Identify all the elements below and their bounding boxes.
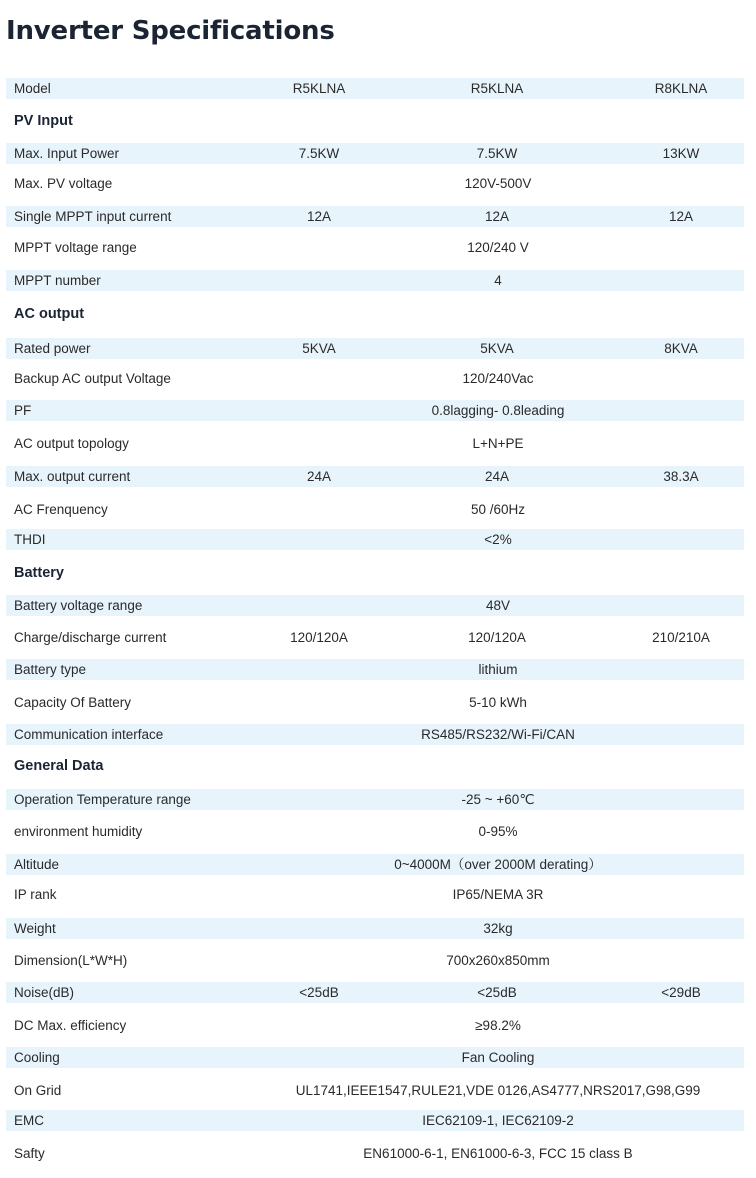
row-value-col2: 24A — [484, 469, 510, 484]
row-value-col3: 12A — [668, 209, 694, 224]
table-row-battery-type — [6, 659, 744, 680]
row-value: IP65/NEMA 3R — [452, 887, 544, 902]
table-row-capacity-of-battery — [6, 692, 744, 713]
row-value-col3: 13KW — [662, 146, 700, 161]
row-label: AC output topology — [14, 436, 129, 451]
row-value-col1: 24A — [306, 469, 332, 484]
row-value: lithium — [478, 662, 518, 677]
row-label: Battery voltage range — [14, 598, 143, 613]
row-value-col1: 12A — [306, 209, 332, 224]
row-value-col3: 8KVA — [664, 341, 698, 356]
row-value: 4 — [494, 273, 502, 288]
row-value: 0~4000M（over 2000M derating） — [394, 857, 602, 872]
section-title: Battery — [14, 565, 64, 581]
row-label: Noise(dB) — [14, 985, 75, 1000]
row-label: Operation Temperature range — [14, 792, 191, 807]
row-value: UL1741,IEEE1547,RULE21,VDE 0126,AS4777,NRS2017,G98,G99 — [295, 1083, 701, 1098]
row-value-col2: 7.5KW — [476, 146, 518, 161]
row-label: MPPT voltage range — [14, 240, 137, 255]
table-row-mppt-number — [6, 270, 744, 291]
table-row-max-input-power — [6, 143, 744, 164]
row-value: 5-10 kWh — [469, 695, 527, 710]
table-row-cooling — [6, 1047, 744, 1068]
row-label: AC Frenquency — [14, 502, 108, 517]
row-value-col1: 7.5KW — [298, 146, 340, 161]
table-row-operation-temperature-range — [6, 789, 744, 810]
table-row-thdi — [6, 529, 744, 550]
row-label: Backup AC output Voltage — [14, 371, 171, 386]
row-value-col2: 5KVA — [480, 341, 514, 356]
row-value: IEC62109-1, IEC62109-2 — [422, 1113, 574, 1128]
table-row-max-output-current — [6, 466, 744, 487]
table-row-on-grid — [6, 1080, 744, 1101]
row-label: Weight — [14, 921, 56, 936]
row-value-col1: 120/120A — [290, 630, 348, 645]
row-value: 120/240 V — [467, 240, 529, 255]
row-value: -25 ~ +60℃ — [461, 792, 535, 807]
row-label: Dimension(L*W*H) — [14, 953, 128, 968]
row-label: Safty — [14, 1146, 45, 1161]
row-value: Fan Cooling — [461, 1050, 535, 1065]
row-label: Rated power — [14, 341, 91, 356]
row-label: DC Max. efficiency — [14, 1018, 127, 1033]
row-value-col2: <25dB — [477, 985, 517, 1000]
table-row-mppt-voltage-range — [6, 237, 744, 258]
row-label: Max. Input Power — [14, 146, 120, 161]
row-label: Model — [14, 81, 51, 96]
section-header-general-data — [6, 756, 744, 777]
section-title: AC output — [14, 306, 85, 322]
section-header-ac-output — [6, 304, 744, 325]
table-row-environment-humidity — [6, 821, 744, 842]
section-header-pv-input — [6, 111, 744, 132]
row-label: EMC — [14, 1113, 44, 1128]
section-header-battery — [6, 563, 744, 584]
row-value: L+N+PE — [472, 436, 524, 451]
table-row-dc-max-efficiency — [6, 1015, 744, 1036]
table-row-single-mppt-input-current — [6, 206, 744, 227]
row-label: Capacity Of Battery — [14, 695, 132, 710]
section-title: PV Input — [14, 113, 73, 129]
table-row-rated-power — [6, 338, 744, 359]
row-label: IP rank — [14, 887, 57, 902]
row-value: 120/240Vac — [462, 371, 534, 386]
row-label: Altitude — [14, 857, 60, 872]
row-label: Communication interface — [14, 727, 164, 742]
table-row-ip-rank — [6, 884, 744, 905]
row-label: PF — [14, 403, 32, 418]
row-value-col3: 38.3A — [663, 469, 699, 484]
table-row-charge-discharge-current — [6, 627, 744, 648]
table-row-emc — [6, 1110, 744, 1131]
table-row-safty — [6, 1143, 744, 1164]
row-label: environment humidity — [14, 824, 143, 839]
row-value: 50 /60Hz — [470, 502, 526, 517]
row-value: EN61000-6-1, EN61000-6-3, FCC 15 class B — [363, 1146, 633, 1161]
table-row-pf — [6, 400, 744, 421]
section-title: General Data — [14, 758, 104, 774]
row-label: Max. output current — [14, 469, 131, 484]
table-row-dimension-l-w-h — [6, 950, 744, 971]
row-label: Battery type — [14, 662, 87, 677]
row-value-col3: R8KLNA — [654, 81, 708, 96]
row-value-col1: R5KLNA — [292, 81, 346, 96]
row-label: Cooling — [14, 1050, 60, 1065]
row-label: THDI — [14, 532, 46, 547]
table-row-model — [6, 78, 744, 99]
row-value-col2: 120/120A — [468, 630, 526, 645]
table-row-noise-db — [6, 982, 744, 1003]
page-title: Inverter Specifications — [6, 16, 335, 46]
row-label: MPPT number — [14, 273, 101, 288]
row-value: 48V — [485, 598, 511, 613]
row-value-col3: <29dB — [661, 985, 701, 1000]
row-label: On Grid — [14, 1083, 62, 1098]
row-label: Max. PV voltage — [14, 176, 113, 191]
table-row-max-pv-voltage — [6, 173, 744, 194]
row-value: 120V-500V — [464, 176, 532, 191]
row-value: ≥98.2% — [475, 1018, 521, 1033]
table-row-weight — [6, 918, 744, 939]
row-value: 700x260x850mm — [446, 953, 550, 968]
table-row-altitude — [6, 854, 744, 875]
row-label: Charge/discharge current — [14, 630, 167, 645]
row-value: 0.8lagging- 0.8leading — [431, 403, 565, 418]
row-value-col2: 12A — [484, 209, 510, 224]
table-row-battery-voltage-range — [6, 595, 744, 616]
row-label: Single MPPT input current — [14, 209, 172, 224]
table-row-communication-interface — [6, 724, 744, 745]
table-row-ac-output-topology — [6, 433, 744, 454]
row-value-col1: <25dB — [299, 985, 339, 1000]
row-value: 32kg — [483, 921, 513, 936]
table-row-backup-ac-output-voltage — [6, 368, 744, 389]
row-value-col1: 5KVA — [302, 341, 336, 356]
row-value: RS485/RS232/Wi-Fi/CAN — [421, 727, 575, 742]
row-value: 0-95% — [478, 824, 518, 839]
row-value-col3: 210/210A — [652, 630, 710, 645]
row-value-col2: R5KLNA — [470, 81, 524, 96]
row-value: <2% — [484, 532, 512, 547]
table-row-ac-frenquency — [6, 499, 744, 520]
